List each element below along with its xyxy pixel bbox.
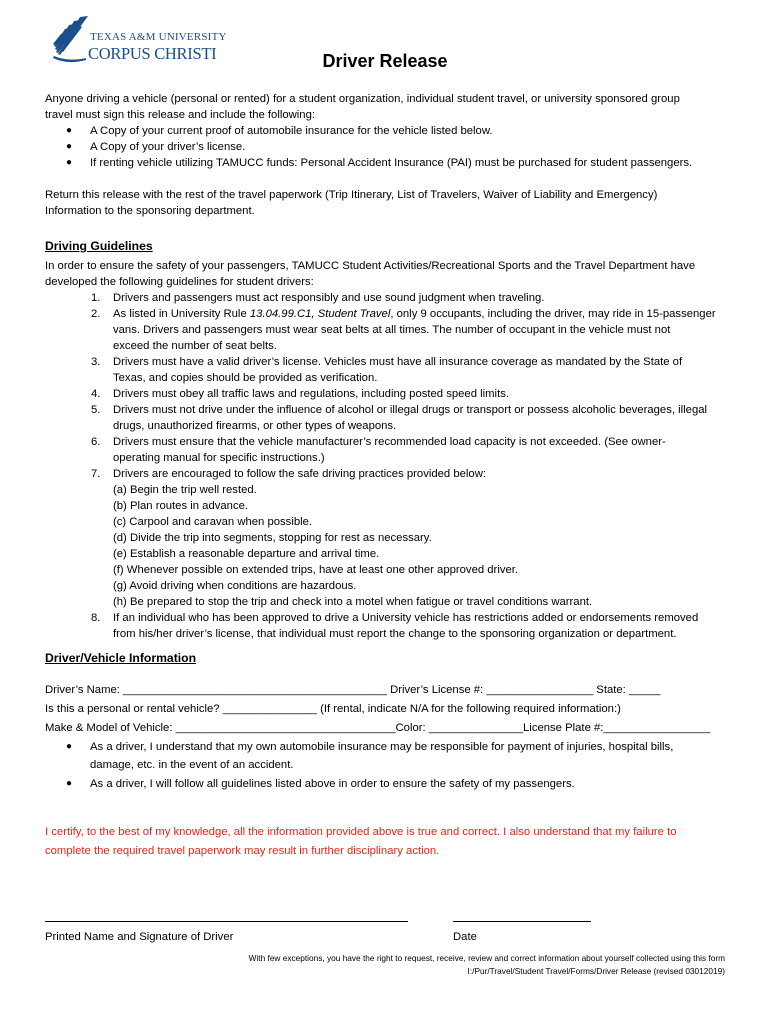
list-number: 2.: [91, 308, 101, 320]
intro-bullet-3: If renting vehicle utilizing TAMUCC funds: Personal Accident Insurance (PAI) must be purchased for student passengers.: [90, 157, 693, 169]
guideline-7: Drivers are encouraged to follow the safe driving practices provided below:: [113, 468, 486, 480]
guideline-4: Drivers must obey all traffic laws and regulations, including posted speed limits.: [113, 388, 509, 400]
list-number: 3.: [91, 356, 101, 368]
bullet-icon: ●: [66, 778, 73, 789]
guideline-2-line1: [113, 306, 716, 322]
guideline-6-line1: Drivers must ensure that the vehicle manufacturer’s recommended load capacity is not exceeded. (See owner-: [113, 436, 666, 448]
guideline-5-line2: drugs, unauthorized firearms, or other types of weapons.: [113, 420, 397, 432]
practice-b: (b) Plan routes in advance.: [113, 500, 249, 512]
guideline-1: Drivers and passengers must act responsibly and use sound judgment when traveling.: [113, 292, 545, 304]
insurance-acknowledgement-line1: As a driver, I understand that my own automobile insurance may be responsible for payment of injuries, hospital bills,: [90, 741, 674, 753]
practice-a: (a) Begin the trip well rested.: [113, 484, 257, 496]
guidelines-intro-line2: developed the following guidelines for student drivers:: [45, 276, 314, 288]
guidelines-intro-line1: In order to ensure the safety of your passengers, TAMUCC Student Activities/Recreational Sports and the Travel Department have: [45, 260, 696, 272]
make-model-color-plate-fields[interactable]: Make & Model of Vehicle: ___________________________________Color: _______________License Plate #:_________________: [45, 722, 711, 734]
intro-bullet-1: A Copy of your current proof of automobile insurance for the vehicle listed below.: [90, 125, 493, 137]
bullet-icon: ●: [66, 125, 73, 136]
insurance-acknowledgement-line2: damage, etc. in the event of an accident.: [90, 759, 294, 771]
signature-line[interactable]: [45, 921, 408, 922]
driver-vehicle-heading: Driver/Vehicle Information: [45, 651, 197, 665]
logo-text-line1: TEXAS A&M UNIVERSITY: [90, 31, 227, 43]
footer-privacy-notice: With few exceptions, you have the right to request, receive, review and correct information about yourself collected using this form: [248, 953, 725, 963]
practice-d: (d) Divide the trip into segments, stopping for rest as necessary.: [113, 532, 432, 544]
signature-label: Printed Name and Signature of Driver: [45, 931, 234, 943]
intro-bullet-2: A Copy of your driver’s license.: [90, 141, 246, 153]
list-number: 4.: [91, 388, 101, 400]
driving-guidelines-heading: Driving Guidelines: [45, 239, 153, 253]
guideline-5-line1: Drivers must not drive under the influence of alcohol or illegal drugs or transport or possess alcoholic beverages, illegal: [113, 404, 708, 416]
certification-line2: complete the required travel paperwork may result in further disciplinary action.: [45, 845, 440, 857]
driver-name-license-fields[interactable]: Driver’s Name: __________________________________________ Driver’s License #: _________________ State: _____: [45, 684, 661, 696]
guideline-2-line3: exceed the number of seat belts.: [113, 340, 277, 352]
intro-text-line2: travel must sign this release and include the following:: [45, 109, 316, 121]
logo-text-line2: CORPUS CHRISTI: [88, 44, 217, 63]
footer-file-path: I:/Pur/Travel/Student Travel/Forms/Driver Release (revised 03012019): [467, 966, 725, 976]
guideline-8-line2: from his/her driver’s license, that individual must report the change to the sponsoring organization or department.: [113, 628, 677, 640]
list-number: 7.: [91, 468, 101, 480]
list-number: 5.: [91, 404, 101, 416]
guidelines-acknowledgement: As a driver, I will follow all guidelines listed above in order to ensure the safety of my passengers.: [90, 778, 575, 790]
practice-e: (e) Establish a reasonable departure and arrival time.: [113, 548, 380, 560]
list-number: 8.: [91, 612, 101, 624]
guideline-2-text: , only 9 occupants, including the driver, may ride in 15-passenger: [390, 308, 716, 320]
practice-c: (c) Carpool and caravan when possible.: [113, 516, 313, 528]
return-text-line2: Information to the sponsoring department.: [45, 205, 255, 217]
bullet-icon: ●: [66, 741, 73, 752]
guideline-6-line2: operating manual for specific instructions.): [113, 452, 325, 464]
practice-g: (g) Avoid driving when conditions are hazardous.: [113, 580, 357, 592]
practice-f: (f) Whenever possible on extended trips, have at least one other approved driver.: [113, 564, 519, 576]
date-line[interactable]: [453, 921, 591, 922]
guideline-2-text: As listed in University Rule: [113, 308, 250, 320]
intro-text-line1: Anyone driving a vehicle (personal or rented) for a student organization, individual student travel, or university sponsored group: [45, 93, 680, 105]
guideline-8-line1: If an individual who has been approved to drive a University vehicle has restrictions added or endorsements removed: [113, 612, 699, 624]
bullet-icon: ●: [66, 141, 73, 152]
vehicle-type-field[interactable]: Is this a personal or rental vehicle? _______________ (If rental, indicate N/A for the following required information:): [45, 703, 621, 715]
return-text-line1: Return this release with the rest of the travel paperwork (Trip Itinerary, List of Travelers, Waiver of Liability and Emergency): [45, 189, 658, 201]
list-number: 1.: [91, 292, 101, 304]
list-number: 6.: [91, 436, 101, 448]
page-title: Driver Release: [322, 51, 448, 71]
bullet-icon: ●: [66, 157, 73, 168]
university-rule-reference: 13.04.99.C1, Student Travel: [249, 308, 391, 320]
certification-line1: I certify, to the best of my knowledge, all the information provided above is true and correct. I also understand that my failure to: [45, 826, 677, 838]
practice-h: (h) Be prepared to stop the trip and check into a motel when fatigue or travel conditions warrant.: [113, 596, 593, 608]
date-label: Date: [453, 931, 477, 943]
guideline-3-line2: Texas, and copies should be provided as verification.: [113, 372, 378, 384]
guideline-2-line2: vans. Drivers and passengers must wear seat belts at all times. The number of occupant in the vehicle must not: [113, 324, 671, 336]
guideline-3-line1: Drivers must have a valid driver’s license. Vehicles must have all insurance coverage as mandated by the State of: [113, 356, 683, 368]
